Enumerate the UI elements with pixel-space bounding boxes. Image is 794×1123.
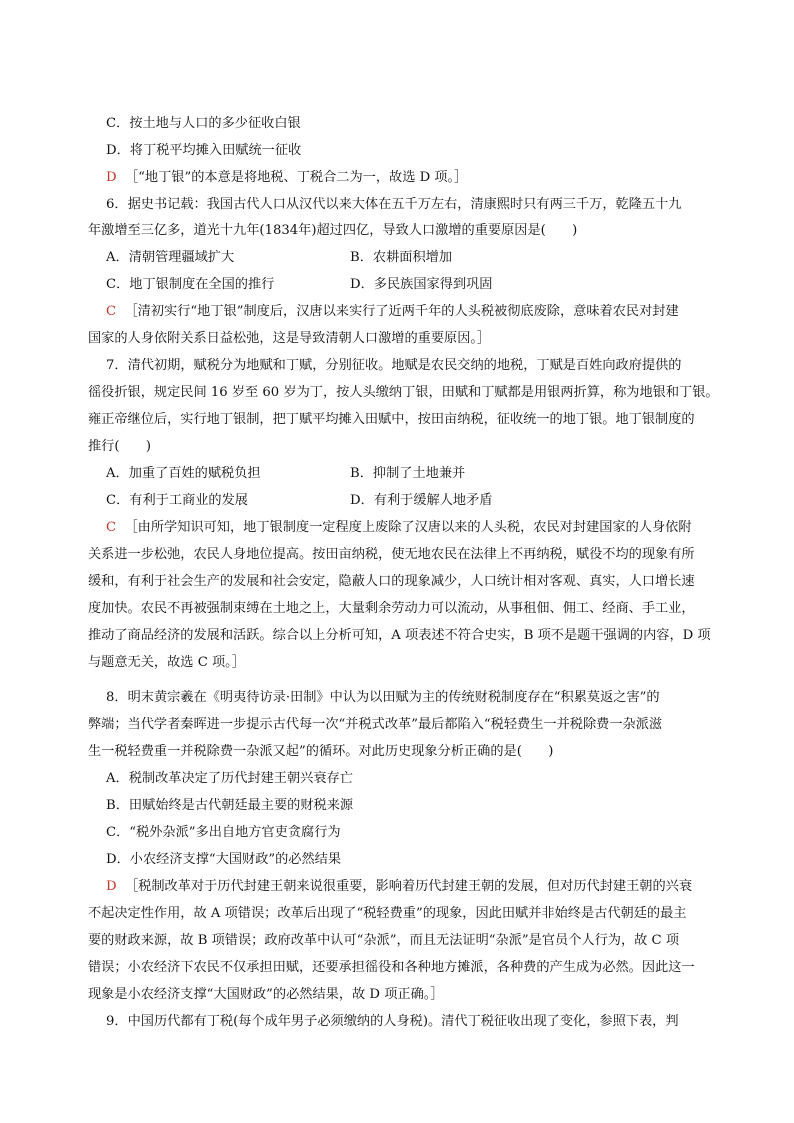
- q6-answer-letter: C: [106, 304, 117, 319]
- q8-answer-letter: D: [106, 879, 117, 894]
- q8-stem-line-1: 8．明末黄宗羲在《明夷待访录·田制》中认为以田赋为主的传统财税制度存在“积累莫返之害”的: [106, 690, 660, 705]
- q7-stem-line-1: 7．清代初期，赋税分为地赋和丁赋，分别征收。地赋是农民交纳的地税，丁赋是百姓向政府提供的: [106, 358, 682, 373]
- q8-stem-line-3: 生一税轻费重一并税除费一杂派又起”的循环。对此历史现象分析正确的是( ): [88, 744, 554, 759]
- q8-option-c: C．“税外杂派”多出自地方官吏贪腐行为: [106, 825, 341, 840]
- q7-options-row-2: [106, 492, 716, 510]
- q5-answer-letter: D: [106, 170, 117, 185]
- q6-options-row-2: [106, 276, 716, 294]
- q6-explanation-line-1: [106, 303, 736, 321]
- q8-explanation-line-3: 要的财政来源，故 B 项错误；政府改革中认可“杂派”，而且无法证明“杂派”是官员个人行为，故 C 项: [88, 933, 680, 948]
- q8-option-d: D．小农经济支撑“大国财政”的必然结果: [106, 852, 342, 867]
- q7-option-a: A．加重了百姓的赋税负担: [106, 466, 261, 481]
- q5-answer-explanation: [106, 169, 736, 187]
- q8-explanation-text-1: ［税制改革对于历代封建王朝来说很重要，影响着历代封建王朝的发展，但对历代封建王朝的兴衰: [124, 879, 693, 894]
- q7-explanation-line-5: 推动了商品经济的发展和活跃。综合以上分析可知，A 项表述不符合史实，B 项不是题干强调的内容，D 项: [88, 628, 711, 643]
- q7-explanation-line-2: 关系进一步松弛，农民人身地位提高。按田亩纳税，使无地农民在法律上不再纳税，赋役不均的现象有所: [88, 547, 695, 562]
- q8-option-a: A．税制改革决定了历代封建王朝兴衰存亡: [106, 771, 353, 786]
- q9-stem-line-1: 9．中国历代都有丁税(每个成年男子必须缴纳的人身税)。清代丁税征收出现了变化，参照下表，判: [106, 1014, 679, 1029]
- q5-explanation-text: ［“地丁银”的本意是将地税、丁税合二为一，故选 D 项。］: [124, 170, 468, 185]
- q7-option-d: D．有利于缓解人地矛盾: [350, 493, 493, 508]
- q8-explanation-line-2: 不起决定性作用，故 A 项错误；改革后出现了“税轻费重”的现象，因此田赋并非始终是古代朝廷的最主: [88, 906, 687, 921]
- q7-explanation-line-4: 度加快。农民不再被强制束缚在土地之上，大量剩余劳动力可以流动，从事租佃、佣工、经商、手工业，: [88, 601, 695, 616]
- q7-options-row-1: [106, 465, 716, 483]
- q7-option-c: C．有利于工商业的发展: [106, 493, 248, 508]
- q6-options-row-1: [106, 249, 716, 267]
- q6-stem-line-1: 6．据史书记载：我国古代人口从汉代以来大体在五千万左右，清康熙时只有两三千万，乾隆五十九: [106, 197, 682, 212]
- q7-explanation-line-1: [106, 519, 736, 537]
- q7-option-b: B．抑制了土地兼并: [350, 466, 466, 481]
- q8-explanation-line-4: 错误；小农经济下农民不仅承担田赋，还要承担徭役和各种地方摊派，各种费的产生成为必然。因此这一: [88, 960, 695, 975]
- q8-stem-line-2: 弊端；当代学者秦晖进一步提示古代每一次“并税式改革”最后都陷入“税轻费生一并税除费一杂派滋: [88, 717, 663, 732]
- q7-stem-line-4: 推行( ): [88, 439, 152, 454]
- q6-option-a: A．清朝管理疆域扩大: [106, 250, 235, 265]
- q7-answer-letter: C: [106, 520, 117, 535]
- q6-explanation-text-1: ［清初实行“地丁银”制度后，汉唐以来实行了近两千年的人头税被彻底废除，意味着农民对封建: [124, 304, 679, 319]
- q8-explanation-line-1: [106, 878, 736, 896]
- q7-explanation-line-3: 缓和，有利于社会生产的发展和社会安定，隐蔽人口的现象减少，人口统计相对客观、真实，人口增长速: [88, 574, 695, 589]
- q6-option-d: D．多民族国家得到巩固: [350, 277, 493, 292]
- q7-stem-line-3: 雍正帝继位后，实行地丁银制，把丁赋平均摊入田赋中，按田亩纳税，征收统一的地丁银。地丁银制度的: [88, 412, 695, 427]
- q6-option-b: B．农耕面积增加: [350, 250, 453, 265]
- q7-explanation-text-1: ［由所学知识可知，地丁银制度一定程度上废除了汉唐以来的人头税，农民对封建国家的人身依附: [124, 520, 692, 535]
- q7-stem-line-2: 徭役折银，规定民间 16 岁至 60 岁为丁，按人头缴纳丁银，田赋和丁赋都是用银两折算，称为地银和丁银。: [88, 385, 719, 400]
- q8-explanation-line-5: 现象是小农经济支撑“大国财政”的必然结果，故 D 项正确。］: [88, 987, 444, 1002]
- q5-option-c: C．按土地与人口的多少征收白银: [106, 116, 301, 131]
- q5-option-d: D．将丁税平均摊入田赋统一征收: [106, 143, 302, 158]
- q6-stem-line-2: 年激增至三亿多，道光十九年(1834年)超过四亿，导致人口激增的重要原因是( ): [88, 223, 578, 238]
- q8-option-b: B．田赋始终是古代朝廷最主要的财税来源: [106, 798, 354, 813]
- q6-option-c: C．地丁银制度在全国的推行: [106, 277, 275, 292]
- q6-explanation-line-2: 国家的人身依附关系日益松弛，这是导致清朝人口激增的重要原因。］: [88, 331, 491, 346]
- q7-explanation-line-6: 与题意无关，故选 C 项。］: [88, 655, 245, 670]
